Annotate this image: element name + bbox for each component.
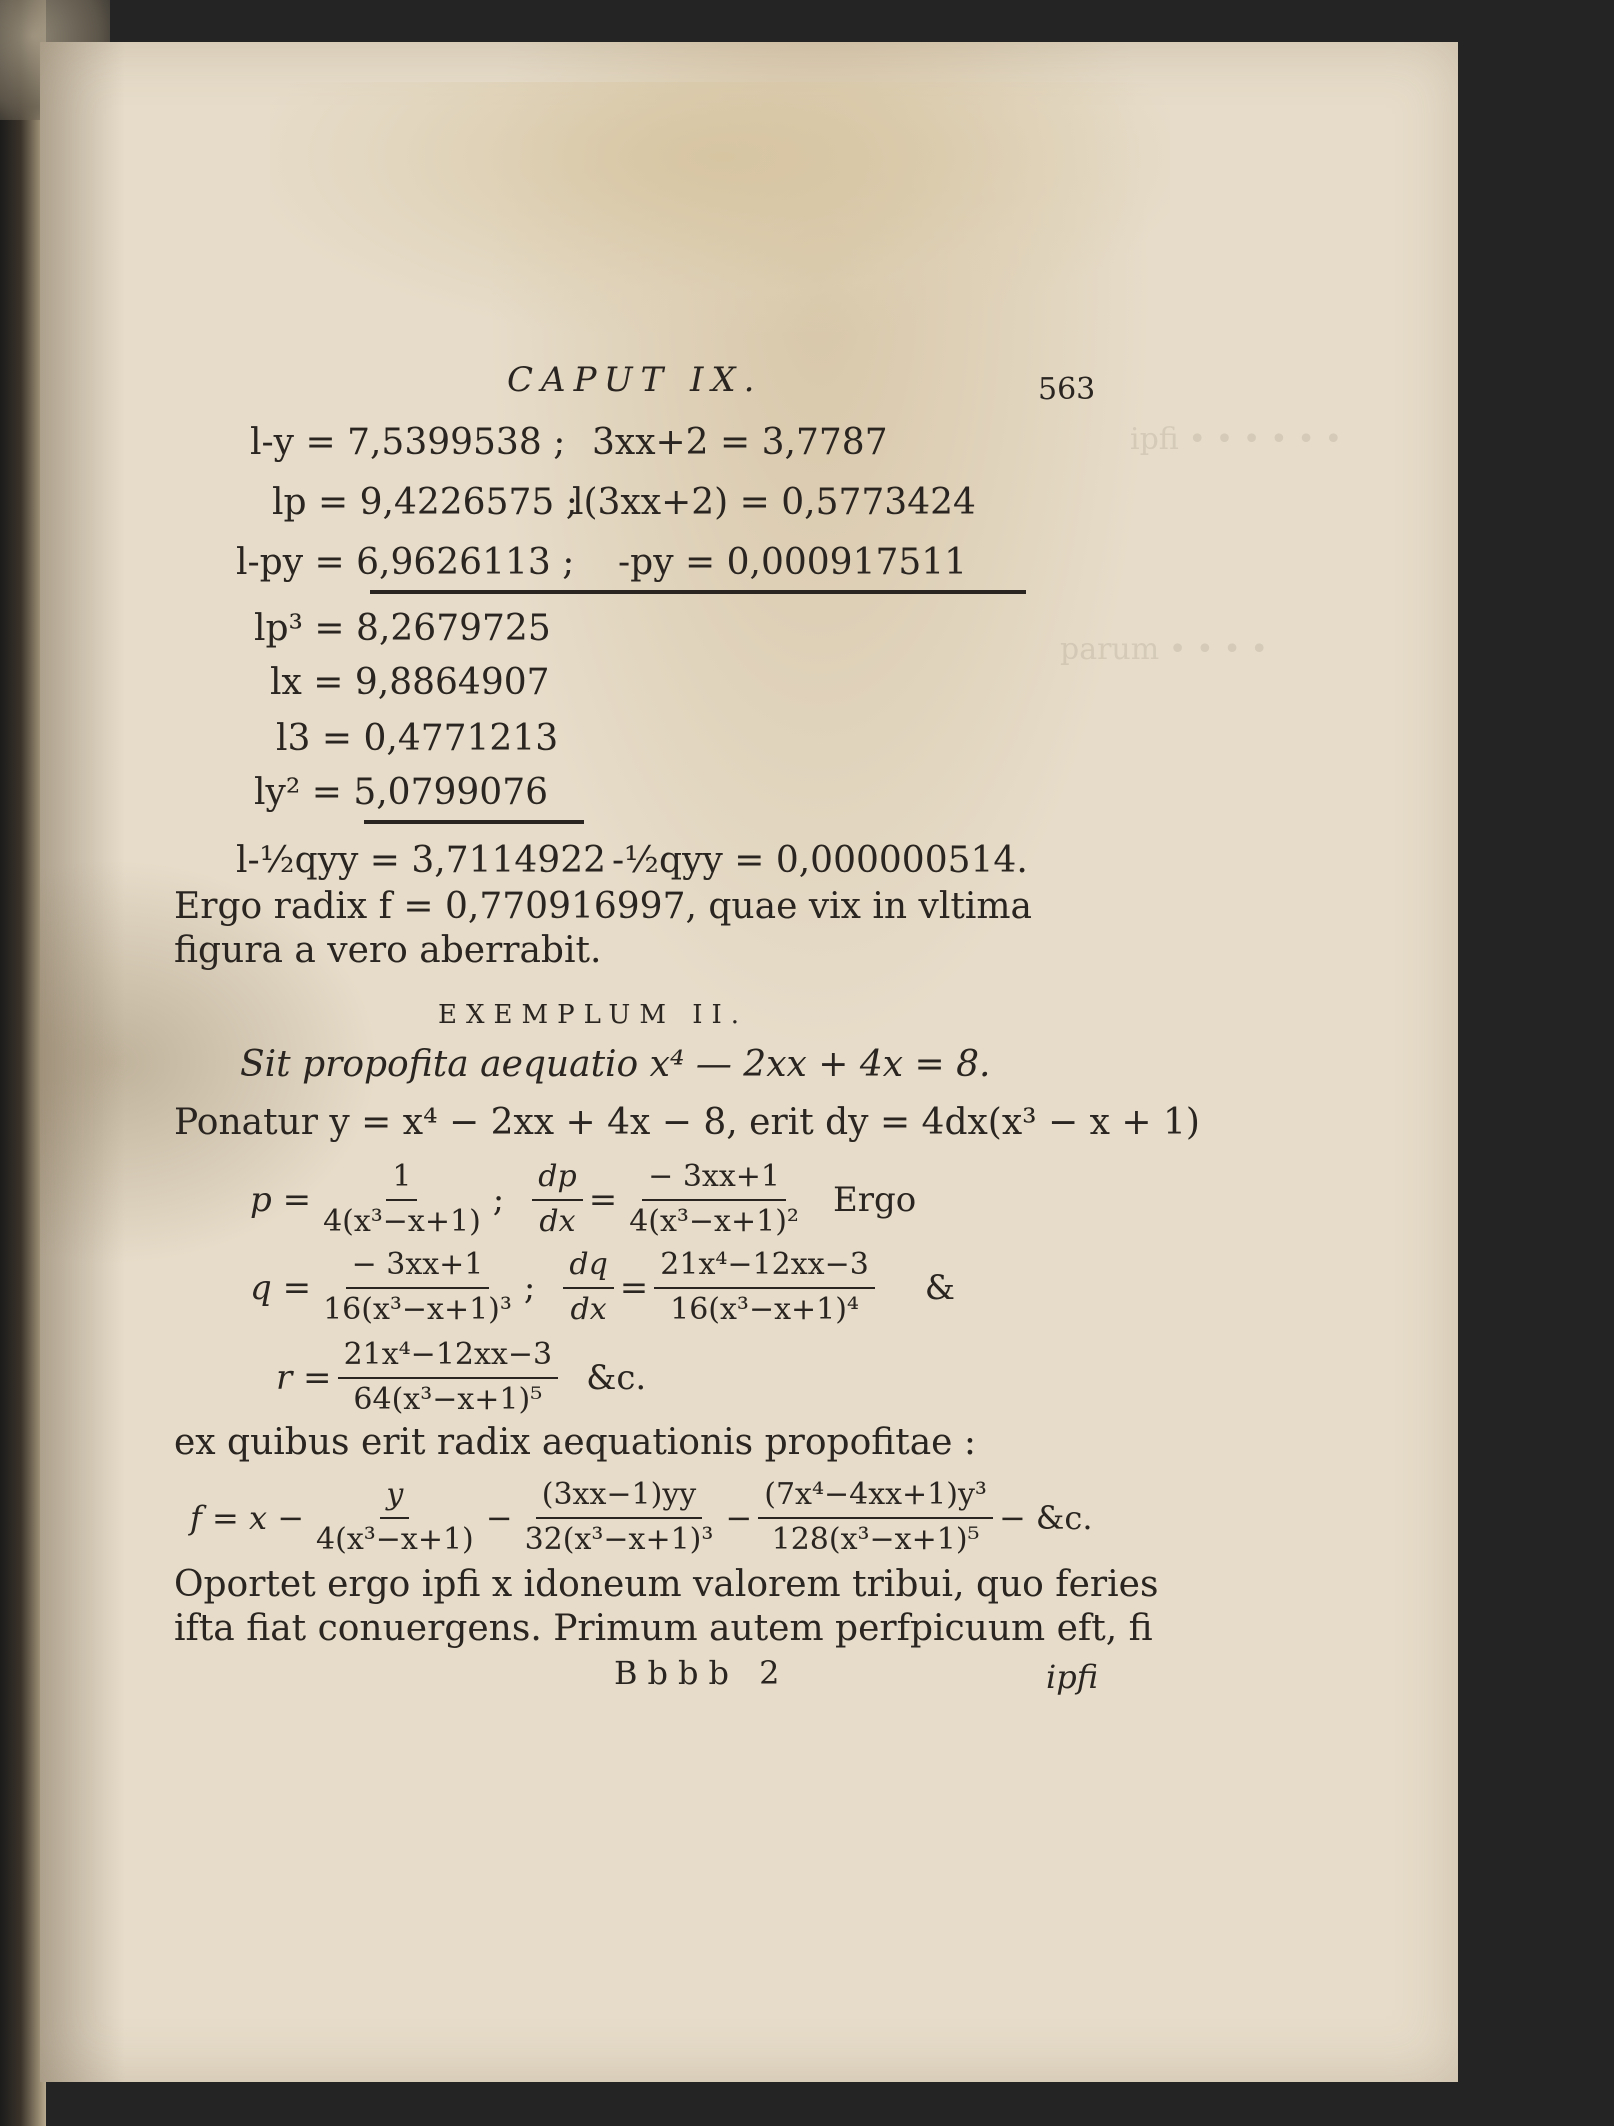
log-entry: lp³ = 8,2679725 <box>254 608 551 649</box>
denominator: 4(x³−x+1)² <box>629 1203 799 1239</box>
bleed-through: parum • • • • <box>1060 632 1269 667</box>
fraction <box>317 1248 518 1327</box>
result-left: l-½qyy = 3,7114922 <box>236 840 607 881</box>
separator: ; <box>492 1179 505 1220</box>
denominator: dx <box>539 1203 576 1239</box>
r-lhs: r = <box>276 1357 332 1398</box>
log-row-left: l-py = 6,9626113 ; <box>236 542 575 583</box>
denominator: 64(x³−x+1)⁵ <box>353 1381 543 1417</box>
log-row-right: 3xx+2 = 3,7787 <box>592 422 888 463</box>
paragraph-line: ifta fiat conuergens. Primum autem perfpicuum eft, fi <box>174 1608 1153 1649</box>
result-right: -½qyy = 0,000000514. <box>612 840 1028 881</box>
numerator: 21x⁴−12xx−3 <box>654 1248 875 1289</box>
denominator: 4(x³−x+1) <box>323 1203 481 1239</box>
numerator: (3xx−1)yy <box>536 1478 702 1519</box>
formula-q: q = $\frac{- 3xx+1}{\text{16(x³−x+1)³}}$ ; $\frac{dq}{dx}$ = $\frac{\text{21x⁴−12xx−3}}{\text{16(x³−x+1)⁴}}$ & <box>250 1247 956 1327</box>
fraction <box>758 1478 993 1557</box>
page-number: 563 <box>1038 372 1096 407</box>
fraction <box>623 1160 805 1239</box>
fraction <box>338 1338 559 1417</box>
fraction <box>310 1478 480 1557</box>
separator: ; <box>523 1267 536 1308</box>
formula-series <box>190 1478 1093 1557</box>
fraction <box>654 1248 875 1327</box>
paragraph-line: Ergo radix f = 0,770916997, quae vix in vltima <box>174 886 1032 927</box>
catchword: ipfi <box>1046 1658 1099 1696</box>
sum-rule <box>364 820 584 824</box>
water-stain <box>270 82 1170 332</box>
numerator: − 3xx+1 <box>642 1160 786 1201</box>
ampersand: & <box>924 1267 956 1308</box>
log-entry: ly² = 5,0799076 <box>254 772 549 813</box>
sum-rule <box>370 590 1026 594</box>
p-lhs: p = <box>250 1179 312 1220</box>
series-tail: − &c. <box>998 1498 1093 1537</box>
numerator: dq <box>563 1248 613 1289</box>
numerator: (7x⁴−4xx+1)y³ <box>758 1478 993 1519</box>
numerator: 1 <box>386 1160 417 1201</box>
denominator: 128(x³−x+1)⁵ <box>771 1521 980 1557</box>
formula-r <box>276 1338 646 1417</box>
minus-sign: − <box>725 1498 753 1537</box>
minus-sign: − <box>485 1498 513 1537</box>
series-lhs: f = x − <box>190 1498 305 1537</box>
log-row-right: l(3xx+2) = 0,5773424 <box>572 482 976 523</box>
paragraph-line: Oportet ergo ipfi x idoneum valorem tribui, quo feries <box>174 1564 1159 1605</box>
denominator: 4(x³−x+1) <box>316 1521 474 1557</box>
derivative <box>532 1160 582 1239</box>
ponatur-line: Ponatur y = x⁴ − 2xx + 4x − 8, erit dy = 4dx(x³ − x + 1) <box>174 1102 1200 1143</box>
log-entry: l3 = 0,4771213 <box>276 718 559 759</box>
q-lhs: q = <box>250 1267 312 1308</box>
numerator: dp <box>532 1160 582 1201</box>
fraction <box>519 1478 720 1557</box>
fraction <box>317 1160 487 1239</box>
denominator: dx <box>570 1291 607 1327</box>
book-page <box>40 42 1458 2082</box>
denominator: 16(x³−x+1)⁴ <box>670 1291 859 1327</box>
log-entry: lx = 9,8864907 <box>270 662 550 703</box>
paragraph-line: ex quibus erit radix aequationis propofitae : <box>174 1422 977 1463</box>
denominator: 32(x³−x+1)³ <box>524 1521 714 1557</box>
log-row-left: lp = 9,4226575 ; <box>272 482 578 523</box>
derivative <box>563 1248 613 1327</box>
log-row-right: -py = 0,000917511 <box>618 542 968 583</box>
page-title: CAPUT IX. <box>507 360 763 400</box>
signature-mark: Bbbb 2 <box>614 1654 790 1692</box>
numerator: 21x⁴−12xx−3 <box>338 1338 559 1379</box>
log-row-left: l-y = 7,5399538 ; <box>250 422 566 463</box>
bleed-through: ipfi • • • • • • <box>1130 422 1343 457</box>
numerator: y <box>380 1478 409 1519</box>
ergo-word: Ergo <box>832 1179 917 1220</box>
paragraph-line: figura a vero aberrabit. <box>174 930 602 971</box>
formula-p: p = $\frac{1}{\text{4(x³−x+1)}}$ ; $\frac{dp}{dx}$ = $\frac{- 3xx+1}{\text{4(x³−x+1)²}}$ Ergo <box>250 1159 917 1239</box>
denominator: 16(x³−x+1)³ <box>323 1291 512 1327</box>
section-heading: EXEMPLUM II. <box>438 1000 749 1030</box>
proposition-line: Sit propofita aequatio x⁴ — 2xx + 4x = 8. <box>240 1044 991 1085</box>
etc: &c. <box>586 1357 647 1398</box>
numerator: − 3xx+1 <box>346 1248 490 1289</box>
